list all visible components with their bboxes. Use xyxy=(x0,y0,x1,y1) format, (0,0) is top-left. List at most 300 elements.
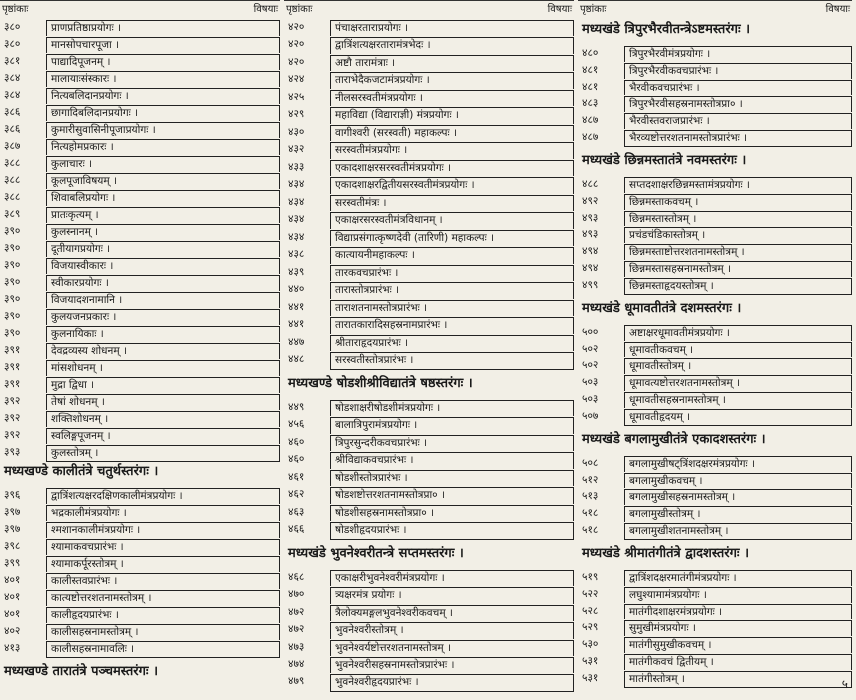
entry-title: विद्याप्रसंगात्कृष्णदेवी (तारिणी) महाकल्पः । xyxy=(330,230,574,246)
page-label: पृष्ठांकाः xyxy=(580,4,607,15)
entry-title: एकाक्षरीभुवनेश्वरीमंत्रप्रयोगः । xyxy=(330,570,574,586)
entry-page-number: ४२४ xyxy=(288,73,305,86)
entry-title: षोडशीस्तोत्रप्रारंभः । xyxy=(330,470,574,486)
entry-title: त्रिपुरभैरवीसहस्रनामस्तोत्रप्रा० । xyxy=(624,96,852,112)
index-entry xyxy=(0,257,280,274)
entry-title: कात्यायनीमहाकल्पः । xyxy=(330,247,574,263)
entry-title: त्रैलोक्यमङ्गलभुवनेश्वरीकवचम् । xyxy=(330,605,574,621)
index-entry xyxy=(0,223,280,240)
entry-title: कालीसहस्रनामस्तोत्रम् । xyxy=(46,624,280,640)
entry-title: पाद्यादिपूजनम् । xyxy=(46,54,280,70)
entry-title: छिन्नमस्ताकवचम् । xyxy=(624,194,852,210)
entry-title: कुलाचारः । xyxy=(46,156,280,172)
index-entry xyxy=(578,636,852,653)
entry-page-number: ४९४ xyxy=(582,245,599,258)
entry-page-number: ३८४ xyxy=(4,89,21,101)
entry-title: दूतीयागप्रयोगः । xyxy=(46,241,280,257)
subject-label: विषयाः xyxy=(253,4,278,15)
entry-page-number: ५०३ xyxy=(582,376,599,389)
entry-title: विजयादशनामानि । xyxy=(46,292,280,308)
entry-page-number: ३९७ xyxy=(4,506,21,518)
entry-title: कालीसहस्रनामावलिः । xyxy=(46,641,280,658)
entry-title: कुलनायिकाः । xyxy=(46,326,280,342)
entry-page-number: ४६८ xyxy=(288,570,305,583)
entry-title: एकाक्षरसरस्वतीमंत्रविधानम् । xyxy=(330,212,574,228)
entry-title: एकादशाक्षरद्वितीयसरस्वतीमंत्रप्रयोगः । xyxy=(330,177,574,193)
entry-title: ताराशतनामस्तोत्रप्रारंभः । xyxy=(330,300,574,316)
index-entry xyxy=(284,106,574,123)
entry-page-number: ४४९ xyxy=(288,400,305,413)
entry-title: धूमावतीस्तोत्रम् । xyxy=(624,358,852,374)
index-entry xyxy=(284,176,574,193)
entry-page-number: ४९३ xyxy=(582,211,599,224)
page-label: पृष्ठांकाः xyxy=(286,4,313,15)
index-entry xyxy=(284,194,574,211)
entry-title: विजयास्वीकारः । xyxy=(46,258,280,274)
entry-page-number: ३९६ xyxy=(4,489,21,501)
index-entry xyxy=(578,670,852,687)
section-heading: मध्यखंडे बगलामुखीतंत्रे एकादशस्तरंगः । xyxy=(582,431,766,447)
entry-title: भैरवीस्तवराजप्रारंभः । xyxy=(624,113,852,129)
section-heading: मध्यखण्डे षोडशीश्रीविद्यातंत्रे षष्ठस्तरंगः । xyxy=(288,375,473,391)
entry-title: सरस्वतीमंत्रः । xyxy=(330,195,574,211)
index-entry xyxy=(284,124,574,141)
entry-page-number: ३९० xyxy=(4,293,21,305)
index-entry xyxy=(284,316,574,333)
entry-page-number: ५०२ xyxy=(582,359,599,372)
entry-title: श्रीताराहृदयप्रारंभः । xyxy=(330,335,574,351)
entry-page-number: ४८८ xyxy=(582,177,599,190)
entry-title: द्वात्रिंशत्यक्षरदक्षिणकालीमंत्रप्रयोगः । xyxy=(46,488,280,504)
index-entry xyxy=(0,155,280,172)
entry-page-number: ४७३ xyxy=(288,640,305,653)
index-column-3 xyxy=(578,0,852,687)
index-entry xyxy=(0,138,280,155)
entry-title: मालायाःसंस्कारः । xyxy=(46,71,280,87)
entry-title: नीलसरस्वतीमंत्रप्रयोगः । xyxy=(330,90,574,106)
index-entry xyxy=(0,36,280,53)
entry-page-number: ३९० xyxy=(4,259,21,271)
entry-page-number: ४२० xyxy=(288,38,305,51)
entry-title: बगलामुखीसहस्रनामस्तोत्रम् । xyxy=(624,489,852,505)
entry-page-number: ५२२ xyxy=(582,587,599,600)
entry-page-number: ४८० xyxy=(582,47,599,59)
index-entry xyxy=(578,79,852,96)
index-entry xyxy=(0,342,280,359)
entry-page-number: ४२५ xyxy=(288,90,305,103)
index-entry xyxy=(284,351,574,368)
index-entry xyxy=(284,141,574,158)
index-entry xyxy=(0,104,280,121)
index-entry xyxy=(284,281,574,298)
entry-page-number: ४३२ xyxy=(288,143,305,156)
index-entry xyxy=(578,522,852,539)
entry-page-number: ४३९ xyxy=(288,265,305,278)
entry-page-number: ५२९ xyxy=(582,621,599,634)
index-entry xyxy=(0,393,280,410)
index-entry xyxy=(578,391,852,408)
entry-page-number: ४३३ xyxy=(288,160,305,173)
entry-title: कूलपूजाविषयम् । xyxy=(46,173,280,189)
index-entry xyxy=(0,308,280,325)
entry-page-number: ४०१ xyxy=(4,574,21,586)
entry-title: षोडशष्टोत्तरशतनामस्तोत्रप्रा० । xyxy=(330,487,574,503)
entry-title: नित्यबलिदानप्रयोगः । xyxy=(46,88,280,104)
entry-title: बगलामुखीशतनामस्तोत्रम् । xyxy=(624,523,852,540)
index-entry xyxy=(0,70,280,87)
entry-page-number: ३९८ xyxy=(4,540,21,552)
entry-title: बालात्रिपुरामंत्रप्रयोगः । xyxy=(330,417,574,433)
entry-page-number: ५३० xyxy=(582,638,599,651)
entry-title: षोडशाक्षरीषोडशीमंत्रप्रयोगः । xyxy=(330,400,574,416)
entry-page-number: ४३० xyxy=(288,125,305,138)
index-entry xyxy=(284,504,574,521)
entry-page-number: ५१३ xyxy=(582,490,599,503)
entry-title: सरस्वतीस्तोत्रप्रारंभः । xyxy=(330,352,574,369)
entry-page-number: ३८१ xyxy=(4,55,21,67)
entry-page-number: ४८१ xyxy=(582,80,599,93)
index-entry xyxy=(0,87,280,104)
entry-title: भैरव्यष्टोत्तरशतनामस्तोत्रप्रारंभः । xyxy=(624,130,852,147)
entry-page-number: ४७२ xyxy=(288,623,305,636)
entry-page-number: ३९७ xyxy=(4,523,21,535)
entry-title: छागादिबलिदानप्रयोगः । xyxy=(46,105,280,121)
entry-page-number: ४७० xyxy=(288,588,305,601)
index-entry xyxy=(0,589,280,606)
entry-title: मुद्रा द्विधा । xyxy=(46,377,280,393)
index-entry xyxy=(284,416,574,433)
entry-title: महाविद्या (विद्याराज्ञी) मंत्रप्रयोगः । xyxy=(330,107,574,123)
entry-page-number: ४५६ xyxy=(288,418,305,431)
entry-page-number: ५०७ xyxy=(582,409,599,422)
entry-title: त्रिपुरभैरवीमंत्रप्रयोगः । xyxy=(624,46,852,62)
index-entry xyxy=(578,357,852,374)
index-entry xyxy=(284,469,574,486)
section-heading: मध्यखंडे भुवनेश्वरीतन्त्रे सप्तमस्तरंगः । xyxy=(288,545,464,561)
entry-page-number: ३८० xyxy=(4,21,21,33)
section-heading: मध्यखंडे छिन्नमस्तातंत्रे नवमस्तरंगः । xyxy=(582,152,747,168)
entry-page-number: ४१३ xyxy=(4,642,21,654)
entry-title: बगलामुखीस्तोत्रम् । xyxy=(624,506,852,522)
index-entry xyxy=(0,606,280,623)
entry-page-number: ४४१ xyxy=(288,300,305,313)
entry-title: मांसशोधनम् । xyxy=(46,360,280,376)
index-entry xyxy=(284,211,574,228)
column-header xyxy=(284,0,574,19)
entry-page-number: ३९२ xyxy=(4,429,21,441)
entry-title: श्रीविद्याकवचप्रारंभः । xyxy=(330,452,574,468)
entry-page-number: ४६० xyxy=(288,435,305,448)
entry-title: धूमावतीसहस्रनामस्तोत्रम् । xyxy=(624,392,852,408)
entry-page-number: ५०८ xyxy=(582,456,599,469)
entry-page-number: ३८९ xyxy=(4,208,21,220)
index-entry xyxy=(578,653,852,670)
entry-page-number: ४८७ xyxy=(582,114,599,127)
index-entry xyxy=(578,569,852,586)
entry-page-number: ५२८ xyxy=(582,604,599,617)
index-entry xyxy=(0,172,280,189)
index-column-1 xyxy=(0,0,280,687)
entry-page-number: ४२० xyxy=(288,55,305,68)
entry-title: धूमावतीकवचम् । xyxy=(624,342,852,358)
index-entry xyxy=(578,488,852,505)
index-entry xyxy=(0,555,280,572)
entry-page-number: ३८७ xyxy=(4,140,21,152)
entry-title: मातंगीदशाक्षरमंत्रप्रयोगः । xyxy=(624,604,852,620)
entry-page-number: ३९० xyxy=(4,242,21,254)
index-entry xyxy=(578,472,852,489)
entry-page-number: ४३८ xyxy=(288,248,305,261)
index-entry xyxy=(0,121,280,138)
index-entry xyxy=(578,112,852,129)
entry-title: छिन्नमस्ताष्टोत्तरशतनामस्तोत्रम् । xyxy=(624,244,852,260)
entry-title: तारकवचप्रारंभः । xyxy=(330,265,574,281)
entry-title: भुवनेश्वरीस्तोत्रम् । xyxy=(330,622,574,638)
index-entry xyxy=(284,586,574,603)
entry-page-number: ५१२ xyxy=(582,473,599,486)
column-header xyxy=(0,0,280,19)
entry-page-number: ५१८ xyxy=(582,507,599,520)
entry-title: देवद्रव्यस्य शोधनम् । xyxy=(46,343,280,359)
entry-title: बगलामुखीकवचम् । xyxy=(624,473,852,489)
entry-title: श्यामाकर्पूरस्तोत्रम् । xyxy=(46,556,280,572)
entry-title: कालीहृदयप्रारंभः । xyxy=(46,607,280,623)
entry-page-number: ३९२ xyxy=(4,395,21,407)
index-entry xyxy=(578,260,852,277)
index-entry xyxy=(578,62,852,79)
index-entry xyxy=(284,569,574,586)
entry-page-number: ४६१ xyxy=(288,470,305,483)
entry-title: सुमुखीमंत्रप्रयोगः । xyxy=(624,620,852,636)
entry-page-number: ३९० xyxy=(4,327,21,339)
entry-title: वागीश्वरी (सरस्वती) महाकल्पः । xyxy=(330,125,574,141)
entry-title: एकादशाक्षरसरस्वतीमंत्रप्रयोगः । xyxy=(330,160,574,176)
entry-title: तारास्तोत्रप्रारंभः । xyxy=(330,282,574,298)
index-entry xyxy=(0,521,280,538)
index-entry xyxy=(284,399,574,416)
index-entry xyxy=(0,291,280,308)
entry-page-number: ५०३ xyxy=(582,393,599,406)
entry-title: कालीस्तवप्रारंभः । xyxy=(46,573,280,589)
index-entry xyxy=(0,206,280,223)
entry-title: मातंगीस्तोत्रम् । xyxy=(624,671,852,688)
index-entry xyxy=(284,54,574,71)
entry-title: कुलस्नानम् । xyxy=(46,224,280,240)
entry-page-number: ४९३ xyxy=(582,228,599,241)
subject-label: विषयाः xyxy=(825,4,850,15)
entry-title: त्र्यक्षरमंत्र प्रयोगः । xyxy=(330,587,574,603)
entry-page-number: ४४१ xyxy=(288,318,305,331)
entry-page-number: ४८१ xyxy=(582,63,599,76)
entry-title: मातंगीसुमुखीकवचम् । xyxy=(624,637,852,653)
index-entry xyxy=(284,19,574,36)
entry-title: छिन्नमस्ताहृदयस्तोत्रम् । xyxy=(624,278,852,295)
entry-title: लघुश्यामामंत्रप्रयोगः । xyxy=(624,587,852,603)
index-entry xyxy=(578,176,852,193)
entry-page-number: ४७२ xyxy=(288,605,305,618)
entry-title: भुवनेश्वरीहृदयप्रारंभः । xyxy=(330,674,574,691)
index-entry xyxy=(284,604,574,621)
entry-title: त्रिपुरसुन्दरीकवचप्रारंभः । xyxy=(330,435,574,451)
index-entry xyxy=(284,434,574,451)
index-entry xyxy=(0,376,280,393)
entry-page-number: ४३४ xyxy=(288,230,305,243)
entry-page-number: ५३१ xyxy=(582,671,599,684)
index-entry xyxy=(578,505,852,522)
section-heading: मध्यखण्डे तारातंत्रे पञ्चमस्तरंगः । xyxy=(4,664,158,679)
section-heading: मध्यखंडे धूमावतीतंत्रे दशमस्तरंगः । xyxy=(582,300,742,316)
entry-page-number: ३९१ xyxy=(4,378,21,390)
entry-page-number: ४९२ xyxy=(582,194,599,207)
entry-page-number: ४०१ xyxy=(4,591,21,603)
column-header xyxy=(578,0,852,19)
index-entry xyxy=(578,586,852,603)
entry-title: पंचाक्षरताराप्रयोगः । xyxy=(330,20,574,36)
index-entry xyxy=(284,334,574,351)
index-entry xyxy=(284,451,574,468)
entry-title: षोडशीहृदयप्रारंभः । xyxy=(330,522,574,539)
index-entry xyxy=(0,623,280,640)
entry-title: तारातकारादिसहस्रनामप्रारंभः । xyxy=(330,317,574,333)
entry-title: षोडशीसहस्रनामस्तोत्रप्रा० । xyxy=(330,505,574,521)
index-entry xyxy=(578,277,852,294)
entry-page-number: ३८८ xyxy=(4,191,21,203)
entry-page-number: ४४० xyxy=(288,283,305,296)
index-entry xyxy=(284,656,574,673)
entry-title: सप्तदशाक्षरछिन्नमस्तामंत्रप्रयोगः । xyxy=(624,177,852,193)
entry-title: श्मशानकालीमंत्रप्रयोगः । xyxy=(46,522,280,538)
entry-title: बगलामुखीषट्त्रिंशदक्षरमंत्रप्रयोगः । xyxy=(624,456,852,472)
entry-page-number: ५१९ xyxy=(582,570,599,583)
entry-page-number: ४७४ xyxy=(288,657,305,670)
index-entry xyxy=(0,572,280,589)
index-entry xyxy=(578,324,852,341)
index-entry xyxy=(578,243,852,260)
entry-page-number: ४६२ xyxy=(288,488,305,501)
entry-title: स्वलिङ्गपूजनम् । xyxy=(46,428,280,444)
entry-page-number: ४०१ xyxy=(4,608,21,620)
index-entry xyxy=(284,521,574,538)
entry-title: भुवनेश्वर्यष्टोत्तरशतनामस्तोत्रम् । xyxy=(330,640,574,656)
entry-page-number: ४८७ xyxy=(582,131,599,144)
index-entry xyxy=(0,410,280,427)
entry-page-number: ५३१ xyxy=(582,655,599,668)
entry-title: द्वात्रिंशत्यक्षरतारामंत्रभेदः । xyxy=(330,37,574,53)
index-entry xyxy=(0,274,280,291)
index-entry xyxy=(578,408,852,425)
index-entry xyxy=(0,359,280,376)
entry-title: सरस्वतीमंत्रप्रयोगः । xyxy=(330,142,574,158)
entry-page-number: ४६३ xyxy=(288,505,305,518)
entry-page-number: ४६० xyxy=(288,453,305,466)
entry-title: छिन्नमस्तासहस्रनामस्तोत्रम् । xyxy=(624,261,852,277)
index-column-2 xyxy=(284,0,574,691)
entry-page-number: ३९० xyxy=(4,310,21,322)
section-heading: मध्यखंडे त्रिपुरभैरवीतन्त्रेऽष्टमस्तरंगः । xyxy=(582,22,751,37)
page-number: ५ xyxy=(841,677,848,691)
entry-page-number: ५१८ xyxy=(582,524,599,537)
entry-page-number: ४३४ xyxy=(288,213,305,226)
entry-title: प्रातःकृत्यम् । xyxy=(46,207,280,223)
index-entry xyxy=(284,486,574,503)
entry-title: कुलस्तोत्रम् । xyxy=(46,445,280,462)
index-entry xyxy=(0,53,280,70)
entry-page-number: ३८० xyxy=(4,38,21,50)
entry-page-number: ३८६ xyxy=(4,106,21,118)
entry-page-number: ४८३ xyxy=(582,97,599,110)
entry-title: कुमारीसुवासिनीपूजाप्रयोगः । xyxy=(46,122,280,138)
section-heading: मध्यखण्डे कालीतंत्रे चतुर्थस्तरंगः । xyxy=(4,464,159,479)
entry-title: भद्रकालीमंत्रप्रयोगः । xyxy=(46,505,280,521)
index-entry xyxy=(0,538,280,555)
entry-page-number: ५०० xyxy=(582,325,599,338)
index-entry xyxy=(0,504,280,521)
index-entry xyxy=(0,240,280,257)
entry-page-number: ४७९ xyxy=(288,675,305,688)
entry-page-number: ३८६ xyxy=(4,123,21,135)
index-entry xyxy=(0,19,280,36)
index-entry xyxy=(284,299,574,316)
index-entry xyxy=(0,189,280,206)
entry-page-number: ४३४ xyxy=(288,195,305,208)
entry-title: शिवाबलिप्रयोगः । xyxy=(46,190,280,206)
subject-label: विषयाः xyxy=(547,4,572,15)
entry-title: मानसोपचारपूजा । xyxy=(46,37,280,53)
index-entry xyxy=(578,95,852,112)
entry-title: कुलयजनप्रकारः । xyxy=(46,309,280,325)
entry-page-number: ३९३ xyxy=(4,446,21,458)
entry-page-number: ४४८ xyxy=(288,353,305,366)
entry-page-number: ३९१ xyxy=(4,344,21,356)
index-entry xyxy=(578,45,852,62)
entry-page-number: ५०२ xyxy=(582,342,599,355)
entry-title: तेषां शोधनम् । xyxy=(46,394,280,410)
index-entry xyxy=(578,455,852,472)
index-entry xyxy=(578,619,852,636)
index-entry xyxy=(0,444,280,461)
index-entry xyxy=(284,246,574,263)
entry-title: स्वीकारप्रयोगः । xyxy=(46,275,280,291)
entry-page-number: ३८४ xyxy=(4,72,21,84)
entry-title: प्रचंडचंडिकास्तोत्रम् । xyxy=(624,227,852,243)
entry-page-number: ३९२ xyxy=(4,412,21,424)
index-entry xyxy=(284,71,574,88)
index-entry xyxy=(578,210,852,227)
index-entry xyxy=(578,226,852,243)
index-entry xyxy=(284,673,574,690)
entry-page-number: ४९४ xyxy=(582,262,599,275)
entry-page-number: ३९१ xyxy=(4,361,21,373)
entry-title: अष्टौ तारामंत्राः । xyxy=(330,55,574,71)
index-entry xyxy=(0,640,280,657)
index-entry xyxy=(578,193,852,210)
index-entry xyxy=(578,129,852,146)
entry-title: छिन्नमस्तास्तोत्रम् । xyxy=(624,211,852,227)
entry-page-number: ४२० xyxy=(288,21,305,33)
index-entry xyxy=(0,427,280,444)
entry-page-number: ३९० xyxy=(4,276,21,288)
index-entry xyxy=(284,89,574,106)
entry-page-number: ४९९ xyxy=(582,278,599,291)
entry-title: अष्टाक्षरधूमावतीमंत्रप्रयोगः । xyxy=(624,325,852,341)
index-entry xyxy=(578,374,852,391)
entry-title: श्यामाकवचप्रारंभः । xyxy=(46,539,280,555)
entry-page-number: ३९९ xyxy=(4,557,21,569)
index-entry xyxy=(284,264,574,281)
entry-page-number: ४३४ xyxy=(288,178,305,191)
entry-title: कात्यष्टोत्तरशतनामस्तोत्रम् । xyxy=(46,590,280,606)
index-entry xyxy=(284,621,574,638)
